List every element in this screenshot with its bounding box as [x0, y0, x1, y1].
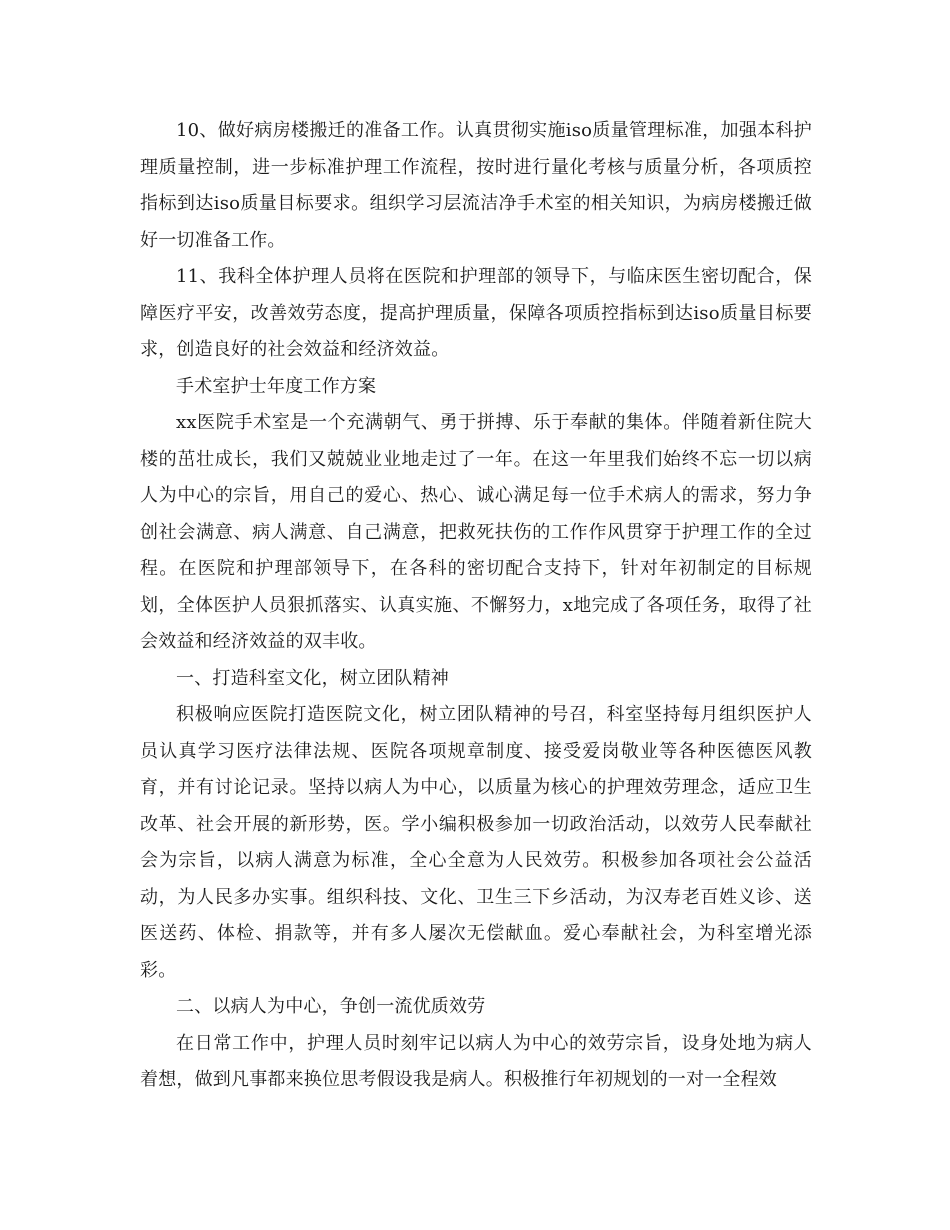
document-body [140, 113, 812, 1099]
intro-paragraph: xx医院手术室是一个充满朝气、勇于拼搏、乐于奉献的集体。伴随着新住院大楼的茁壮成长，我们又兢兢业业地走过了一年。在这一年里我们始终不忘一切以病人为中心的宗旨，用自己的爱心、热心、诚心满足每一位手术病人的需求，努力争创社会满意、病人满意、自己满意，把救死扶伤的工作作风贯穿于护理工作的全过程。在医院和护理部领导下，在各科的密切配合支持下，针对年初制定的目标规划，全体医护人员狠抓落实、认真实施、不懈努力，x地完成了各项任务，取得了社会效益和经济效益的双丰收。 [140, 412, 812, 652]
paragraph-item-10: 10、做好病房楼搬迁的准备工作。认真贯彻实施iso质量管理标准，加强本科护理质量控制，进一步标准护理工作流程，按时进行量化考核与质量分析，各项质控指标到达iso质量目标要求。组织学习层流洁净手术室的相关知识，为病房楼搬迁做好一切准备工作。 [140, 120, 812, 251]
paragraph-item-11: 11、我科全体护理人员将在医院和护理部的领导下，与临床医生密切配合，保障医疗平安，改善效劳态度，提高护理质量，保障各项质控指标到达iso质量目标要求，创造良好的社会效益和经济效益。 [140, 266, 812, 360]
section-2-paragraph: 在日常工作中，护理人员时刻牢记以病人为中心的效劳宗旨，设身处地为病人着想，做到凡事都来换位思考假设我是病人。积极推行年初规划的一对一全程效 [140, 1032, 812, 1090]
section-heading-1: 一、打造科室文化，树立团队精神 [176, 667, 449, 689]
section-1-paragraph: 积极响应医院打造医院文化，树立团队精神的号召，科室坚持每月组织医护人员认真学习医疗法律法规、医院各项规章制度、接受爱岗敬业等各种医德医风教育，并有讨论记录。坚持以病人为中心，以质量为核心的护理效劳理念，适应卫生改革、社会开展的新形势，医。学小编积极参加一切政治活动，以效劳人民奉献社会为宗旨，以病人满意为标准，全心全意为人民效劳。积极参加各项社会公益活动，为人民多办实事。组织科技、文化、卫生三下乡活动，为汉寿老百姓义诊、送医送药、体检、捐款等，并有多人屡次无偿献血。爱心奉献社会，为科室增光添彩。 [140, 704, 812, 981]
section-title: 手术室护士年度工作方案 [176, 375, 377, 397]
section-heading-2: 二、以病人为中心，争创一流优质效劳 [176, 996, 486, 1017]
